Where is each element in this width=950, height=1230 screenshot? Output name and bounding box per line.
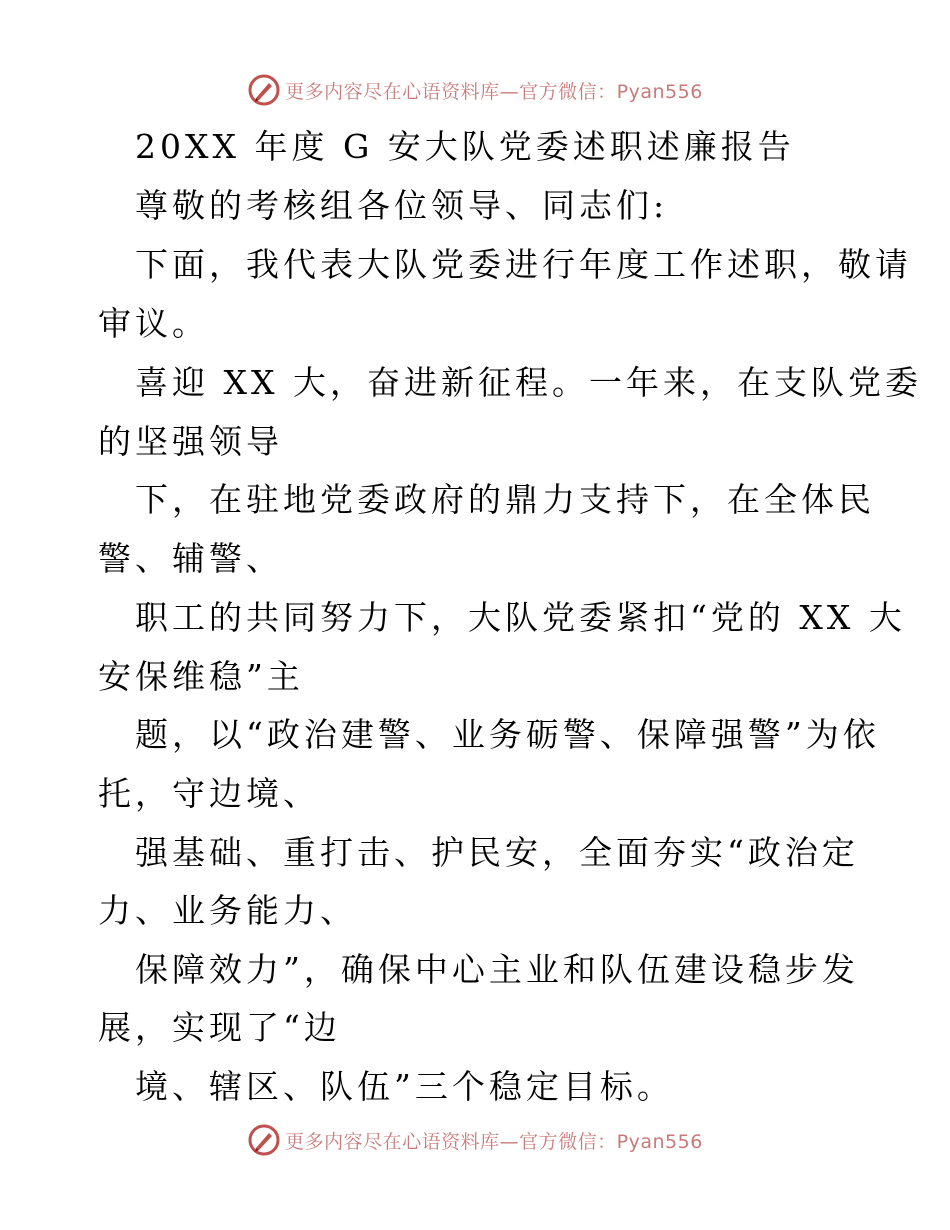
paragraph-line: 境、辖区、队伍”三个稳定目标。 [135, 1067, 674, 1106]
paragraph-line: 审议。 [98, 304, 209, 343]
paragraph-line: 托，守边境、 [98, 774, 320, 813]
watermark-text: 更多内容尽在心语资料库—官方微信：Pyan556 [285, 80, 703, 103]
document-title: 20XX 年度 G 安大队党委述职述廉报告 [135, 127, 795, 166]
paragraph-line: 警、辅警、 [98, 539, 283, 578]
watermark-text: 更多内容尽在心语资料库—官方微信：Pyan556 [285, 1130, 703, 1153]
pen-logo-icon [247, 1123, 281, 1157]
paragraph-line: 题，以“政治建警、业务砺警、保障强警”为依 [135, 715, 880, 754]
paragraph-line: 职工的共同努力下，大队党委紧扣“党的 XX 大 [135, 598, 906, 637]
paragraph-line: 展，实现了“边 [98, 1008, 341, 1047]
salutation: 尊敬的考核组各位领导、同志们: [135, 186, 669, 225]
paragraph-line: 喜迎 XX 大，奋进新征程。一年来，在支队党委 [135, 363, 922, 402]
paragraph-line: 的坚强领导 [98, 422, 283, 461]
footer-watermark [0, 1120, 950, 1160]
paragraph-line: 力、业务能力、 [98, 891, 357, 930]
paragraph-line: 安保维稳”主 [98, 657, 304, 696]
paragraph-line: 下，在驻地党委政府的鼎力支持下，在全体民 [135, 480, 875, 519]
paragraph-line: 保障效力”，确保中心主业和队伍建设稳步发 [135, 950, 859, 989]
paragraph-line: 下面，我代表大队党委进行年度工作述职，敬请 [135, 245, 912, 284]
paragraph-line: 强基础、重打击、护民安，全面夯实“政治定 [135, 833, 859, 872]
